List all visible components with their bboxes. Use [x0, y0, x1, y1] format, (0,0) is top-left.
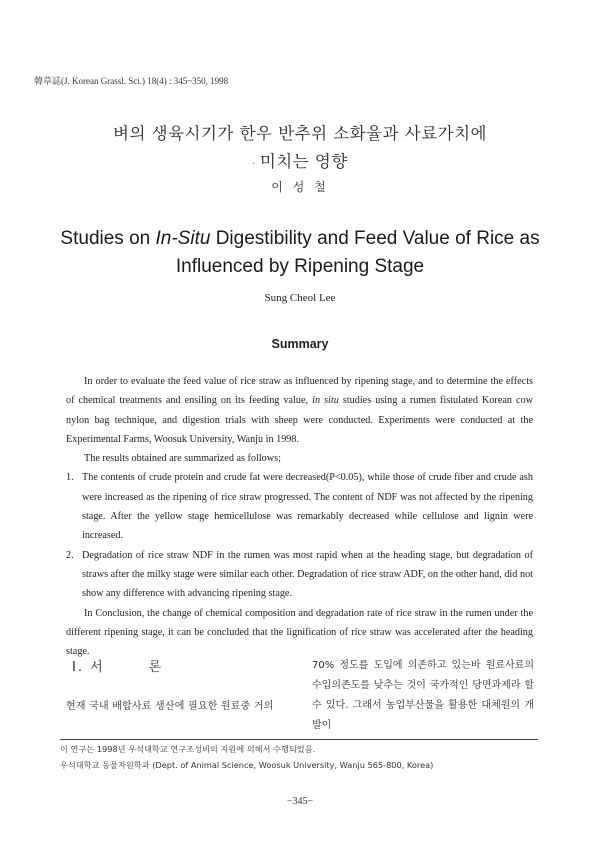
section-heading-introduction [72, 656, 286, 675]
summary-intro [66, 372, 533, 449]
summary-item-2 [66, 546, 533, 604]
journal-citation: 韓草誌(J. Korean Grassl. Sci.) 18(4) : 345~350, 1998 [34, 76, 229, 86]
summary-heading: Summary [271, 337, 329, 351]
summary-body [66, 372, 533, 661]
korean-title-line-1: 벼의 생육시기가 한우 반추위 소화율과 사료가치에 [113, 124, 487, 143]
summary-intro-b: studies using a rumen fistulated Korean cow nylon bag technique, and digestion trials with sheep were conducted. Experiments were conducted at the Experimental Farms, Woosuk University, Wanju in 1998. [66, 395, 533, 445]
english-author: Sung Cheol Lee [264, 292, 336, 304]
english-title-line-2: Influenced by Ripening Stage [175, 256, 425, 277]
summary-item-number: 1. [66, 472, 74, 484]
english-title-part-b: Digestibility and Feed Value of Rice as [210, 228, 540, 249]
summary-intro-a: In order to evaluate the feed value of rice straw as influenced by ripening stage, and to determine the effects of chemical treatments and ensiling on its feeding value, [66, 376, 533, 407]
summary-item-text: The contents of crude protein and crude fat were decreased(P<0.05), while those of crude fiber and crude ash were increased as the ripening of rice straw progressed. The content of NDF was not affected by the ripening stage. After the yellow stage hemicellulose was remarkably decreased while cellulose and lignin were increased. [82, 472, 533, 542]
english-title-italic: In-Situ [155, 228, 211, 249]
footnote-affiliation: 우석대학교 동물자원학과 (Dept. of Animal Science, Woosuk University, Wanju 565-800, Korea) [60, 760, 434, 770]
footnote-divider [60, 739, 538, 740]
summary-item-number: 2. [66, 549, 74, 561]
left-column [66, 656, 286, 712]
footnote-funding: 이 연구는 1998년 우석대학교 연구조성비의 지원에 의해서 수행되었음. [60, 744, 316, 754]
korean-title-line-2 [0, 148, 600, 172]
section-heading-num: I. 서 [72, 660, 105, 675]
page-number: −345− [286, 796, 314, 807]
summary-intro-italic: in situ [312, 395, 339, 407]
title-dot: · [252, 159, 256, 170]
summary-conclusion: In Conclusion, the change of chemical composition and degradation rate of rice straw in the rumen under the different ripening stage, it can be concluded that the lignification of rice straw was accelerated after the heading stage. [66, 607, 533, 658]
english-title-part-a: Studies on [60, 228, 156, 249]
right-column-text: 70% 정도를 도입에 의존하고 있는바 원료사료의 수입의존도를 낮추는 것이 국가적인 당면과제라 할 수 있다. 그래서 농업부산물을 활용한 대체원의 개발이 [312, 660, 534, 731]
summary-results-intro: The results obtained are summarized as follows; [84, 453, 281, 465]
left-column-text: 현재 국내 배합사료 생산에 필요한 원료중 거의 [66, 701, 274, 712]
english-title-line-1 [0, 228, 600, 250]
summary-item-1 [66, 468, 533, 545]
korean-author: 이 성 철 [271, 180, 329, 194]
summary-item-text: Degradation of rice straw NDF in the rumen was most rapid when at the heading stage, but degradation of straws after the milky stage were similar each other. Degradation of rice straw ADF, on the other hand, did not show any difference with advancing ripening stage. [82, 549, 533, 600]
korean-title-line-2-text: 미치는 영향 [259, 152, 348, 171]
section-heading-end: 론 [148, 660, 164, 675]
